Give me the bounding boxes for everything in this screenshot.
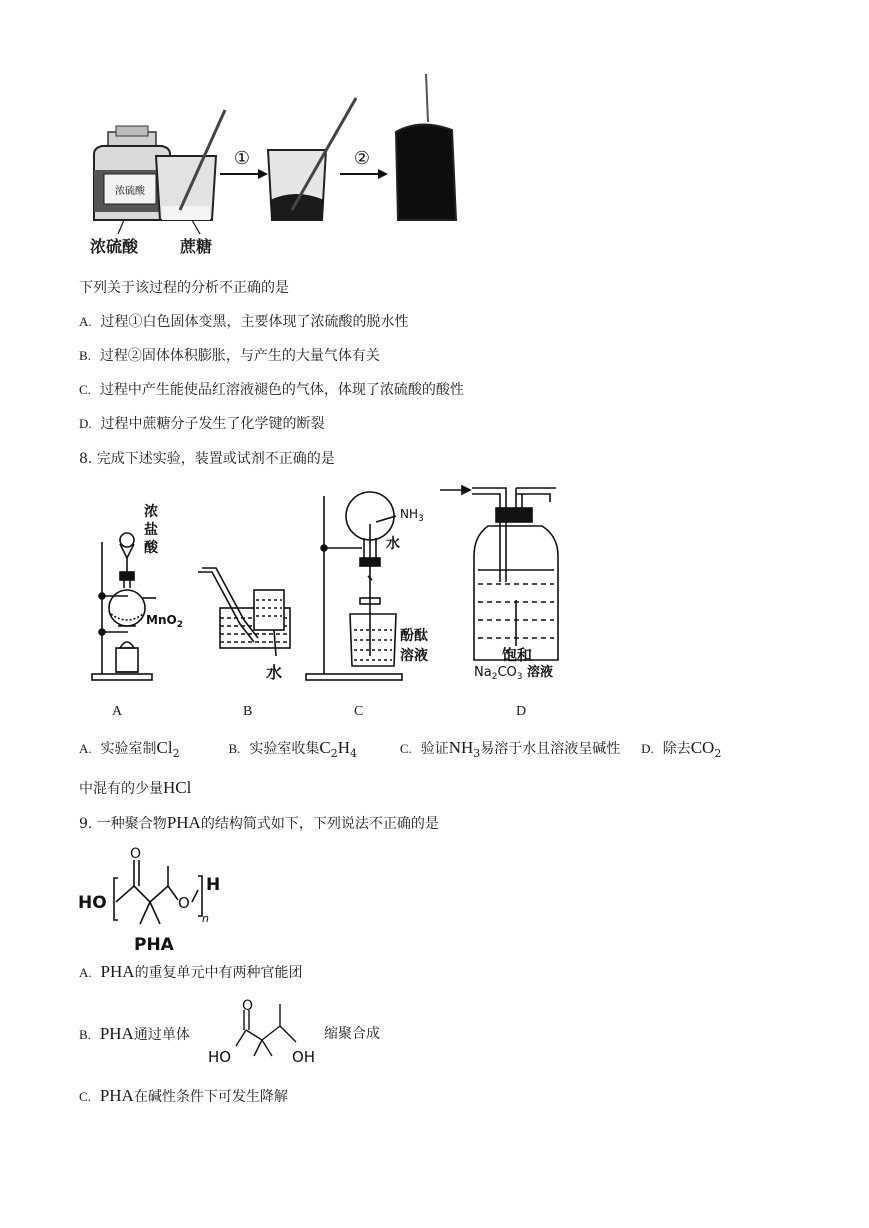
option-text: 实验室收集 xyxy=(249,741,320,757)
q9-option-b-suffix: 缩聚合成 xyxy=(324,1026,380,1042)
monomer-oh: OH xyxy=(292,1048,316,1066)
label-hcl-3: 酸 xyxy=(144,540,158,556)
formula-sub: 2 xyxy=(330,746,338,760)
option-letter: A. xyxy=(79,741,92,756)
option-letter: A. xyxy=(79,965,92,980)
formula-hcl: HCl xyxy=(163,778,192,797)
apparatus-d-wash-bottle xyxy=(440,486,558,660)
q8-option-d xyxy=(641,738,722,760)
step-2-label: ② xyxy=(353,148,371,169)
stem-text: 的结构简式如下，下列说法不正确的是 xyxy=(200,816,439,832)
monomer-ho: HO xyxy=(208,1048,232,1066)
formula-sub: 4 xyxy=(349,746,357,760)
pha-text: PHA xyxy=(166,813,201,832)
pha-carbonyl-o: O xyxy=(130,846,142,862)
label-nh3: $NH_3$ xyxy=(400,507,424,524)
pha-n-subscript: n xyxy=(202,912,209,925)
step-1-arrow xyxy=(220,148,268,179)
option-text: 过程②固体体积膨胀，与产生的大量气体有关 xyxy=(99,348,380,364)
pha-name-label: PHA xyxy=(134,935,174,955)
option-text: 在碱性条件下可发生降解 xyxy=(133,1089,288,1105)
apparatus-b-gas-collection xyxy=(198,568,290,656)
q8-option-d-continued xyxy=(79,778,191,799)
formula-nh: NH xyxy=(448,738,474,757)
label-mno2: MnO$_2$ xyxy=(146,613,183,630)
option-text: 验证 xyxy=(420,741,449,757)
pha-text: PHA xyxy=(99,1086,134,1105)
panel-letter-b: B xyxy=(243,704,253,719)
sugar-caption: 蔗糖 xyxy=(180,237,213,256)
option-letter: C. xyxy=(79,1089,91,1104)
option-text: 实验室制 xyxy=(100,741,157,757)
pha-ho-label: HO xyxy=(78,893,107,913)
sulfuric-acid-sugar-figure xyxy=(80,70,480,260)
pha-text: PHA xyxy=(100,962,135,981)
pha-text: PHA xyxy=(99,1024,134,1043)
option-text: 易溶于水且溶液呈碱性 xyxy=(480,741,621,757)
option-text: 过程中产生能使品红溶液褪色的气体，体现了浓硫酸的酸性 xyxy=(99,382,464,398)
step-1-label: ① xyxy=(233,148,251,169)
option-letter: B. xyxy=(228,741,241,756)
bottle-label-text: 浓硫酸 xyxy=(115,186,145,197)
option-text: 中混有的少量 xyxy=(79,781,163,797)
panel-letter-c: C xyxy=(354,704,364,719)
q8-option-a xyxy=(79,738,184,760)
q9-option-a xyxy=(79,962,303,983)
q8-stem: 8. 完成下述实验，装置或试剂不正确的是 xyxy=(79,451,335,467)
q9-stem xyxy=(79,813,439,834)
formula-sub: 2 xyxy=(172,746,180,760)
stem-text: 9. 一种聚合物 xyxy=(79,816,167,832)
q7-option-d xyxy=(79,414,325,434)
label-water-b: 水 xyxy=(266,663,283,682)
formula-sub: 3 xyxy=(473,746,481,760)
pha-bonds xyxy=(114,860,202,924)
option-letter: B. xyxy=(79,348,91,363)
label-na2co3-solution: $Na_2CO_3$ 溶液 xyxy=(474,665,554,682)
option-letter: D. xyxy=(79,416,92,431)
formula-h: H xyxy=(337,738,350,757)
formula-c: C xyxy=(319,738,331,757)
q7-option-c xyxy=(79,380,464,400)
option-text: 除去 xyxy=(662,741,691,757)
label-water-c: 水 xyxy=(386,536,400,552)
pha-structure-figure xyxy=(78,846,238,956)
acid-caption: 浓硫酸 xyxy=(90,237,139,256)
option-letter: D. xyxy=(641,741,654,756)
label-hcl-2: 盐 xyxy=(144,522,158,538)
q8-apparatus-figure xyxy=(80,480,600,690)
q9-option-c xyxy=(79,1086,288,1107)
panel-letter-d: D xyxy=(516,704,527,719)
option-letter: A. xyxy=(79,314,92,329)
label-hcl-1: 浓 xyxy=(144,504,158,520)
formula-co: CO xyxy=(690,738,715,757)
q8-option-b xyxy=(228,738,362,760)
option-text: 通过单体 xyxy=(133,1027,190,1043)
pha-ester-o: O xyxy=(178,894,190,912)
q7-option-b xyxy=(79,346,380,366)
option-text: 过程中蔗糖分子发生了化学键的断裂 xyxy=(100,416,325,432)
monomer-o: O xyxy=(242,998,254,1014)
q9-option-b xyxy=(79,1024,190,1045)
q8-options-row xyxy=(79,738,721,764)
formula-cl: Cl xyxy=(156,738,173,757)
label-phenolphthalein-2: 溶液 xyxy=(400,648,428,664)
label-saturated: 饱和 xyxy=(502,646,533,664)
option-text: 过程①白色固体变黑，主要体现了浓硫酸的脱水性 xyxy=(100,314,409,330)
q7-option-a xyxy=(79,312,409,332)
panel-letter-a: A xyxy=(112,704,123,719)
label-phenolphthalein-1: 酚酞 xyxy=(400,628,428,644)
beaker-after-step1-image xyxy=(268,98,356,220)
apparatus-c-fountain xyxy=(306,492,402,680)
beaker-after-step2-image xyxy=(396,74,456,220)
q7-stem: 下列关于该过程的分析不正确的是 xyxy=(79,280,289,296)
formula-sub: 2 xyxy=(714,746,722,760)
option-text: 的重复单元中有两种官能团 xyxy=(134,965,303,981)
monomer-structure xyxy=(206,996,330,1070)
option-letter: C. xyxy=(399,741,412,756)
option-letter: C. xyxy=(79,382,91,397)
sugar-beaker-image xyxy=(156,110,225,220)
option-letter: B. xyxy=(79,1027,91,1042)
q8-option-c xyxy=(399,738,625,760)
pha-h-end: H xyxy=(206,875,221,895)
step-2-arrow xyxy=(340,148,388,179)
